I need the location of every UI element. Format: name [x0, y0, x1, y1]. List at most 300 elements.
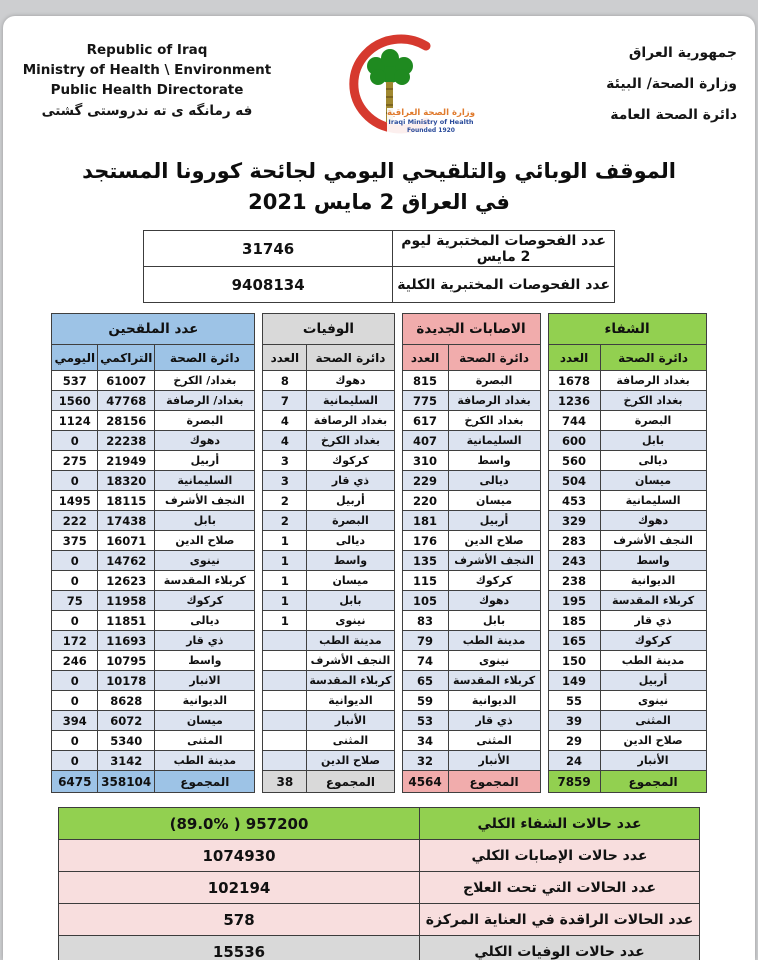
vaccinated-table	[51, 313, 255, 793]
province-name: واسط	[600, 551, 706, 571]
total-row	[263, 771, 394, 793]
value-cell: 75	[52, 591, 98, 611]
column-header: العدد	[263, 345, 307, 371]
summary-value: 15536	[59, 936, 420, 960]
table-row	[52, 551, 255, 571]
header-english-block	[21, 30, 273, 122]
total-row	[402, 771, 540, 793]
table-row	[402, 731, 540, 751]
province-name: المثنى	[155, 731, 255, 751]
province-name: ميسان	[155, 711, 255, 731]
table-row	[548, 471, 706, 491]
table-row	[263, 451, 394, 471]
province-name: الديوانية	[307, 691, 394, 711]
value-cell: 560	[548, 451, 600, 471]
table-row	[52, 671, 255, 691]
summary-label: عدد الحالات التي تحت العلاج	[420, 872, 700, 904]
total-value: 6475	[52, 771, 98, 793]
province-name: ديالى	[448, 471, 540, 491]
summary-row	[59, 904, 700, 936]
value-cell: 775	[402, 391, 448, 411]
table-row	[548, 391, 706, 411]
table-row	[548, 711, 706, 731]
value-cell: 246	[52, 651, 98, 671]
province-name: بابل	[600, 431, 706, 451]
header-line-arabic: دائرة الصحة العامة	[610, 107, 737, 123]
new-cases-table	[402, 313, 541, 793]
value-cell: 47768	[98, 391, 155, 411]
province-name: الديوانية	[448, 691, 540, 711]
table-row	[402, 471, 540, 491]
value-cell: 283	[548, 531, 600, 551]
table-row	[402, 631, 540, 651]
summary-row	[59, 808, 700, 840]
table-row	[263, 731, 394, 751]
table-row	[402, 711, 540, 731]
table-row	[52, 491, 255, 511]
value-cell: 7	[263, 391, 307, 411]
table-row	[263, 431, 394, 451]
tests-total-label: عدد الفحوصات المختبرية الكلية	[393, 267, 615, 303]
table-row	[263, 511, 394, 531]
table-row	[402, 591, 540, 611]
summary-value: 578	[59, 904, 420, 936]
province-tables-row	[3, 313, 755, 793]
province-name: المثنى	[448, 731, 540, 751]
province-name: النجف الأشرف	[307, 651, 394, 671]
value-cell: 11851	[98, 611, 155, 631]
value-cell: 53	[402, 711, 448, 731]
report-title	[3, 156, 755, 218]
table-row	[263, 651, 394, 671]
header-line-arabic: وزارة الصحة/ البيئة	[606, 76, 737, 92]
table-row	[263, 491, 394, 511]
value-cell: 55	[548, 691, 600, 711]
summary-value: 102194	[59, 872, 420, 904]
value-cell: 105	[402, 591, 448, 611]
value-cell: 29	[548, 731, 600, 751]
province-name: دهوك	[600, 511, 706, 531]
table-row	[52, 391, 255, 411]
province-name: ميسان	[600, 471, 706, 491]
table-row	[52, 651, 255, 671]
table-row	[548, 411, 706, 431]
table-row	[402, 411, 540, 431]
province-name: نينوى	[448, 651, 540, 671]
value-cell: 24	[548, 751, 600, 771]
province-name: صلاح الدين	[448, 531, 540, 551]
table-row	[548, 731, 706, 751]
value-cell	[263, 731, 307, 751]
table-row	[548, 451, 706, 471]
deaths-table	[262, 313, 394, 793]
value-cell: 11693	[98, 631, 155, 651]
header-arabic-block	[533, 30, 737, 131]
province-name: كربلاء المقدسة	[155, 571, 255, 591]
totals-summary-table	[3, 807, 755, 960]
table-row	[52, 431, 255, 451]
value-cell: 4	[263, 431, 307, 451]
header-line-arabic: جمهورية العراق	[628, 45, 737, 61]
summary-label: عدد حالات الوفيات الكلي	[420, 936, 700, 960]
table-row	[402, 431, 540, 451]
table-row	[548, 671, 706, 691]
value-cell: 22238	[98, 431, 155, 451]
province-name: كربلاء المقدسة	[307, 671, 394, 691]
value-cell: 394	[52, 711, 98, 731]
province-name: الانبار	[155, 671, 255, 691]
value-cell: 21949	[98, 451, 155, 471]
value-cell: 65	[402, 671, 448, 691]
province-name: السليمانية	[448, 431, 540, 451]
value-cell: 176	[402, 531, 448, 551]
table-row	[402, 691, 540, 711]
total-label: المجموع	[448, 771, 540, 793]
province-data-table	[262, 313, 394, 793]
province-name: أربيل	[155, 451, 255, 471]
value-cell: 74	[402, 651, 448, 671]
table-row	[548, 531, 706, 551]
province-name: بغداد الرصافة	[600, 371, 706, 391]
table-row	[263, 631, 394, 651]
province-name: أربيل	[307, 491, 394, 511]
province-name: أربيل	[448, 511, 540, 531]
logo-founded-text: Founded 1920	[407, 126, 455, 134]
table-row	[548, 571, 706, 591]
value-cell: 0	[52, 571, 98, 591]
table-row	[52, 711, 255, 731]
tests-daily-label: عدد الفحوصات المختبرية ليوم 2 مايس	[393, 231, 615, 267]
value-cell: 16071	[98, 531, 155, 551]
value-cell: 1	[263, 591, 307, 611]
table-row	[144, 267, 615, 303]
document-page	[3, 16, 755, 960]
province-name: كركوك	[448, 571, 540, 591]
summary-label: عدد الحالات الراقدة في العناية المركزة	[420, 904, 700, 936]
province-name: ذي قار	[448, 711, 540, 731]
province-data-table	[402, 313, 541, 793]
value-cell: 1678	[548, 371, 600, 391]
value-cell: 275	[52, 451, 98, 471]
province-name: كربلاء المقدسة	[448, 671, 540, 691]
province-name: مدينة الطب	[307, 631, 394, 651]
value-cell	[263, 671, 307, 691]
province-name: المثنى	[307, 731, 394, 751]
value-cell: 0	[52, 551, 98, 571]
table-row	[402, 571, 540, 591]
value-cell: 0	[52, 691, 98, 711]
table-row	[548, 511, 706, 531]
table-row	[548, 591, 706, 611]
value-cell: 12623	[98, 571, 155, 591]
total-value: 4564	[402, 771, 448, 793]
table-row	[263, 671, 394, 691]
lab-tests-table	[143, 230, 615, 303]
value-cell: 0	[52, 611, 98, 631]
province-name: مدينة الطب	[155, 751, 255, 771]
province-name: ميسان	[448, 491, 540, 511]
province-name: ميسان	[307, 571, 394, 591]
province-name: واسط	[448, 451, 540, 471]
report-title-line1: الموقف الوبائي والتلقيحي اليومي لجائحة كورونا المستجد	[82, 159, 676, 183]
table-row	[263, 471, 394, 491]
ministry-of-health-logo	[323, 30, 483, 142]
table-row	[52, 471, 255, 491]
value-cell: 0	[52, 471, 98, 491]
province-name: الأنبار	[600, 751, 706, 771]
column-header: دائرة الصحة	[600, 345, 706, 371]
total-label: المجموع	[600, 771, 706, 793]
table-row	[402, 551, 540, 571]
province-name: دهوك	[155, 431, 255, 451]
summary-row	[59, 840, 700, 872]
value-cell: 17438	[98, 511, 155, 531]
table-row	[402, 391, 540, 411]
total-row	[548, 771, 706, 793]
table-row	[52, 511, 255, 531]
value-cell: 150	[548, 651, 600, 671]
value-cell: 1	[263, 611, 307, 631]
value-cell: 83	[402, 611, 448, 631]
value-cell: 6072	[98, 711, 155, 731]
header-line-english: Public Health Directorate	[50, 82, 244, 98]
province-name: الديوانية	[155, 691, 255, 711]
value-cell: 504	[548, 471, 600, 491]
value-cell: 11958	[98, 591, 155, 611]
table-row	[548, 691, 706, 711]
value-cell: 310	[402, 451, 448, 471]
table-row	[52, 631, 255, 651]
value-cell: 453	[548, 491, 600, 511]
summary-label: عدد حالات الشفاء الكلي	[420, 808, 700, 840]
province-name: الأنبار	[448, 751, 540, 771]
table-row	[548, 491, 706, 511]
province-name: بابل	[307, 591, 394, 611]
value-cell: 0	[52, 431, 98, 451]
value-cell: 195	[548, 591, 600, 611]
value-cell: 229	[402, 471, 448, 491]
table-row	[402, 451, 540, 471]
summary-value: 1074930	[59, 840, 420, 872]
value-cell: 744	[548, 411, 600, 431]
value-cell: 407	[402, 431, 448, 451]
value-cell: 1	[263, 571, 307, 591]
table-row	[548, 751, 706, 771]
province-name: نينوى	[600, 691, 706, 711]
table-row	[548, 631, 706, 651]
value-cell: 238	[548, 571, 600, 591]
table-row	[263, 531, 394, 551]
province-name: السليمانية	[600, 491, 706, 511]
value-cell: 329	[548, 511, 600, 531]
value-cell: 14762	[98, 551, 155, 571]
province-name: ذي قار	[307, 471, 394, 491]
province-name: النجف الأشرف	[600, 531, 706, 551]
value-cell	[263, 751, 307, 771]
value-cell: 2	[263, 491, 307, 511]
value-cell	[263, 651, 307, 671]
value-cell: 34	[402, 731, 448, 751]
value-cell: 222	[52, 511, 98, 531]
province-data-table	[51, 313, 255, 793]
value-cell: 2	[263, 511, 307, 531]
table-row	[263, 571, 394, 591]
table-row	[263, 691, 394, 711]
column-header: التراكمي	[98, 345, 155, 371]
table-row	[263, 411, 394, 431]
province-name: ذي قار	[155, 631, 255, 651]
table-row	[52, 611, 255, 631]
table-row	[263, 371, 394, 391]
value-cell: 172	[52, 631, 98, 651]
province-name: بغداد الكرخ	[448, 411, 540, 431]
value-cell: 39	[548, 711, 600, 731]
total-value: 358104	[98, 771, 155, 793]
value-cell: 149	[548, 671, 600, 691]
column-header: اليومي	[52, 345, 98, 371]
value-cell: 181	[402, 511, 448, 531]
table-row	[402, 371, 540, 391]
total-value: 38	[263, 771, 307, 793]
table-row	[402, 531, 540, 551]
province-name: البصرة	[600, 411, 706, 431]
header-line-kurdish: فه رمانگه ی ته ندروستی گشتی	[41, 103, 253, 119]
province-name: السليمانية	[307, 391, 394, 411]
value-cell: 0	[52, 751, 98, 771]
value-cell: 1124	[52, 411, 98, 431]
table-row	[144, 231, 615, 267]
table-row	[52, 451, 255, 471]
province-data-table	[548, 313, 707, 793]
value-cell: 18320	[98, 471, 155, 491]
table-title: الشفاء	[548, 314, 706, 345]
value-cell: 1236	[548, 391, 600, 411]
value-cell: 3	[263, 471, 307, 491]
column-header: دائرة الصحة	[155, 345, 255, 371]
value-cell: 815	[402, 371, 448, 391]
province-name: بغداد الرصافة	[448, 391, 540, 411]
province-name: بغداد/ الكرخ	[155, 371, 255, 391]
table-row	[402, 751, 540, 771]
table-row	[263, 751, 394, 771]
province-name: كركوك	[600, 631, 706, 651]
table-row	[548, 371, 706, 391]
table-row	[548, 431, 706, 451]
value-cell: 8628	[98, 691, 155, 711]
value-cell: 243	[548, 551, 600, 571]
value-cell: 18115	[98, 491, 155, 511]
province-name: البصرة	[155, 411, 255, 431]
value-cell: 600	[548, 431, 600, 451]
value-cell: 115	[402, 571, 448, 591]
table-row	[548, 551, 706, 571]
column-header: دائرة الصحة	[448, 345, 540, 371]
table-row	[402, 491, 540, 511]
value-cell: 10795	[98, 651, 155, 671]
logo-text-block	[387, 108, 475, 134]
province-name: المثنى	[600, 711, 706, 731]
total-label: المجموع	[307, 771, 394, 793]
province-name: السليمانية	[155, 471, 255, 491]
table-row	[548, 611, 706, 631]
summary-row	[59, 872, 700, 904]
value-cell: 3	[263, 451, 307, 471]
header-line-english: Republic of Iraq	[86, 42, 208, 58]
value-cell	[263, 711, 307, 731]
value-cell: 59	[402, 691, 448, 711]
column-header: دائرة الصحة	[307, 345, 394, 371]
value-cell: 220	[402, 491, 448, 511]
column-header: العدد	[548, 345, 600, 371]
province-name: كركوك	[155, 591, 255, 611]
value-cell: 1	[263, 531, 307, 551]
table-row	[263, 711, 394, 731]
summary-value: (89.0% ) 957200	[59, 808, 420, 840]
province-name: البصرة	[448, 371, 540, 391]
province-name: بغداد الكرخ	[307, 431, 394, 451]
province-name: ديالى	[307, 531, 394, 551]
province-name: كربلاء المقدسة	[600, 591, 706, 611]
table-row	[52, 751, 255, 771]
province-name: ذي قار	[600, 611, 706, 631]
summary-table	[58, 807, 700, 960]
province-name: صلاح الدين	[155, 531, 255, 551]
value-cell: 617	[402, 411, 448, 431]
logo-arabic-name: وزارة الصحة العراقية	[387, 107, 475, 118]
table-title: الاصابات الجديدة	[402, 314, 540, 345]
table-row	[263, 391, 394, 411]
province-name: واسط	[155, 651, 255, 671]
province-name: دهوك	[448, 591, 540, 611]
province-name: كركوك	[307, 451, 394, 471]
table-row	[263, 611, 394, 631]
value-cell: 4	[263, 411, 307, 431]
province-name: النجف الأشرف	[155, 491, 255, 511]
province-name: بغداد/ الرصافة	[155, 391, 255, 411]
province-name: بابل	[448, 611, 540, 631]
table-row	[52, 531, 255, 551]
table-row	[263, 551, 394, 571]
province-name: مدينة الطب	[448, 631, 540, 651]
value-cell: 537	[52, 371, 98, 391]
province-name: النجف الأشرف	[448, 551, 540, 571]
table-row	[52, 691, 255, 711]
table-row	[52, 591, 255, 611]
table-row	[263, 591, 394, 611]
value-cell: 61007	[98, 371, 155, 391]
province-name: نينوى	[307, 611, 394, 631]
table-title: عدد الملقحين	[52, 314, 255, 345]
table-row	[52, 571, 255, 591]
value-cell: 1	[263, 551, 307, 571]
table-row	[402, 611, 540, 631]
table-row	[402, 671, 540, 691]
total-label: المجموع	[155, 771, 255, 793]
table-row	[52, 371, 255, 391]
value-cell: 3142	[98, 751, 155, 771]
table-row	[52, 411, 255, 431]
value-cell: 8	[263, 371, 307, 391]
document-header	[3, 16, 755, 142]
province-name: ديالى	[155, 611, 255, 631]
value-cell: 375	[52, 531, 98, 551]
province-name: بغداد الرصافة	[307, 411, 394, 431]
column-header: العدد	[402, 345, 448, 371]
tests-daily-value: 31746	[144, 231, 393, 267]
province-name: مدينة الطب	[600, 651, 706, 671]
province-name: ديالى	[600, 451, 706, 471]
province-name: الأنبار	[307, 711, 394, 731]
